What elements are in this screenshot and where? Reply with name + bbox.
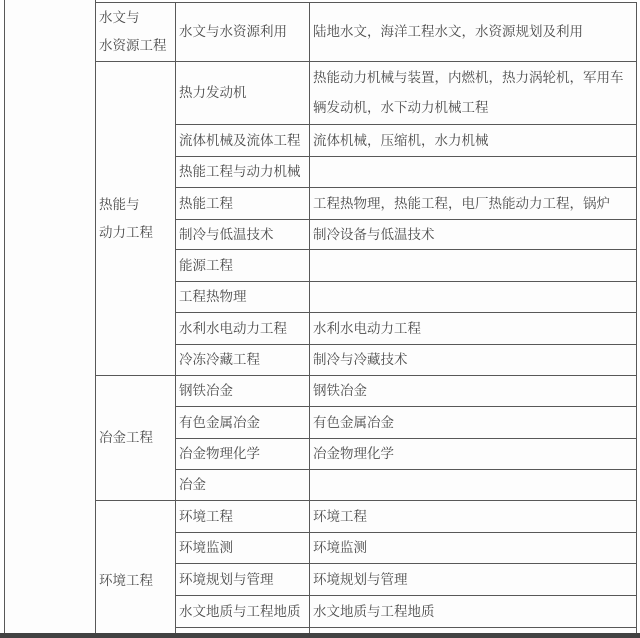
- major-label-line: 环境工程: [99, 572, 153, 589]
- description-cell: [310, 250, 637, 282]
- description-cell: 环境监测: [310, 533, 637, 564]
- major-cell-metallurgy: [96, 376, 176, 501]
- subdiscipline-cell: 冶金: [176, 470, 310, 501]
- description-cell: 有色金属冶金: [310, 407, 637, 439]
- major-category-column: [96, 2, 176, 638]
- subdiscipline-cell: 流体机械及流体工程: [176, 125, 310, 157]
- subdiscipline-cell: 环境规划与管理: [176, 564, 310, 596]
- description-cell: 水文地质与工程地质: [310, 596, 637, 628]
- subdiscipline-cell: 冶金物理化学: [176, 439, 310, 470]
- subdiscipline-cell: 钢铁冶金: [176, 376, 310, 407]
- subdiscipline-cell: 水利水电动力工程: [176, 313, 310, 345]
- major-label-line: 热能与: [99, 196, 140, 213]
- description-cell: [310, 157, 637, 188]
- description-cell: 环境工程: [310, 501, 637, 533]
- parent-category-cell: [4, 0, 96, 638]
- description-cell: 制冷设备与低温技术: [310, 220, 637, 250]
- major-cell-environment: [96, 501, 176, 638]
- subdiscipline-cell: 热能工程与动力机械: [176, 157, 310, 188]
- description-cell: [310, 470, 637, 501]
- major-label-line: 动力工程: [99, 224, 153, 241]
- subdiscipline-cell: 热能工程: [176, 188, 310, 220]
- description-cell: 工程热物理，热能工程，电厂热能动力工程，锅炉: [310, 188, 637, 220]
- subdiscipline-cell: 有色金属冶金: [176, 407, 310, 439]
- major-label-line: 水资源工程: [99, 38, 167, 54]
- major-label-line: 冶金工程: [99, 430, 153, 446]
- subdiscipline-cell: 能源工程: [176, 250, 310, 282]
- description-cell: 环境规划与管理: [310, 564, 637, 596]
- major-cell-thermal-power: [96, 62, 176, 376]
- subdiscipline-cell: 水文与水资源利用: [176, 2, 310, 62]
- description-cell: 制冷与冷藏技术: [310, 345, 637, 376]
- description-cell: 流体机械，压缩机，水力机械: [310, 125, 637, 157]
- description-column: [310, 2, 637, 638]
- major-cell-hydrology: [96, 2, 176, 62]
- description-cell: 热能动力机械与装置，内燃机，热力涡轮机，军用车辆发动机，水下动力机械工程: [310, 62, 637, 125]
- subdiscipline-cell: 环境工程: [176, 501, 310, 533]
- subdiscipline-column: [176, 2, 310, 638]
- subdiscipline-cell: 环境监测: [176, 533, 310, 564]
- description-cell: 陆地水文，海洋工程水文，水资源规划及利用: [310, 2, 637, 62]
- description-cell: [310, 282, 637, 313]
- subdiscipline-cell: 工程热物理: [176, 282, 310, 313]
- major-label-line: 水文与: [99, 10, 140, 26]
- description-cell: 钢铁冶金: [310, 376, 637, 407]
- subdiscipline-cell: 热力发动机: [176, 62, 310, 125]
- subdiscipline-cell: 冷冻冷藏工程: [176, 345, 310, 376]
- bottom-edge-bar: [0, 633, 640, 638]
- description-cell: 水利水电动力工程: [310, 313, 637, 345]
- subdiscipline-cell: 制冷与低温技术: [176, 220, 310, 250]
- subdiscipline-cell: 水文地质与工程地质: [176, 596, 310, 628]
- disciplines-table: [4, 0, 637, 638]
- description-cell: 冶金物理化学: [310, 439, 637, 470]
